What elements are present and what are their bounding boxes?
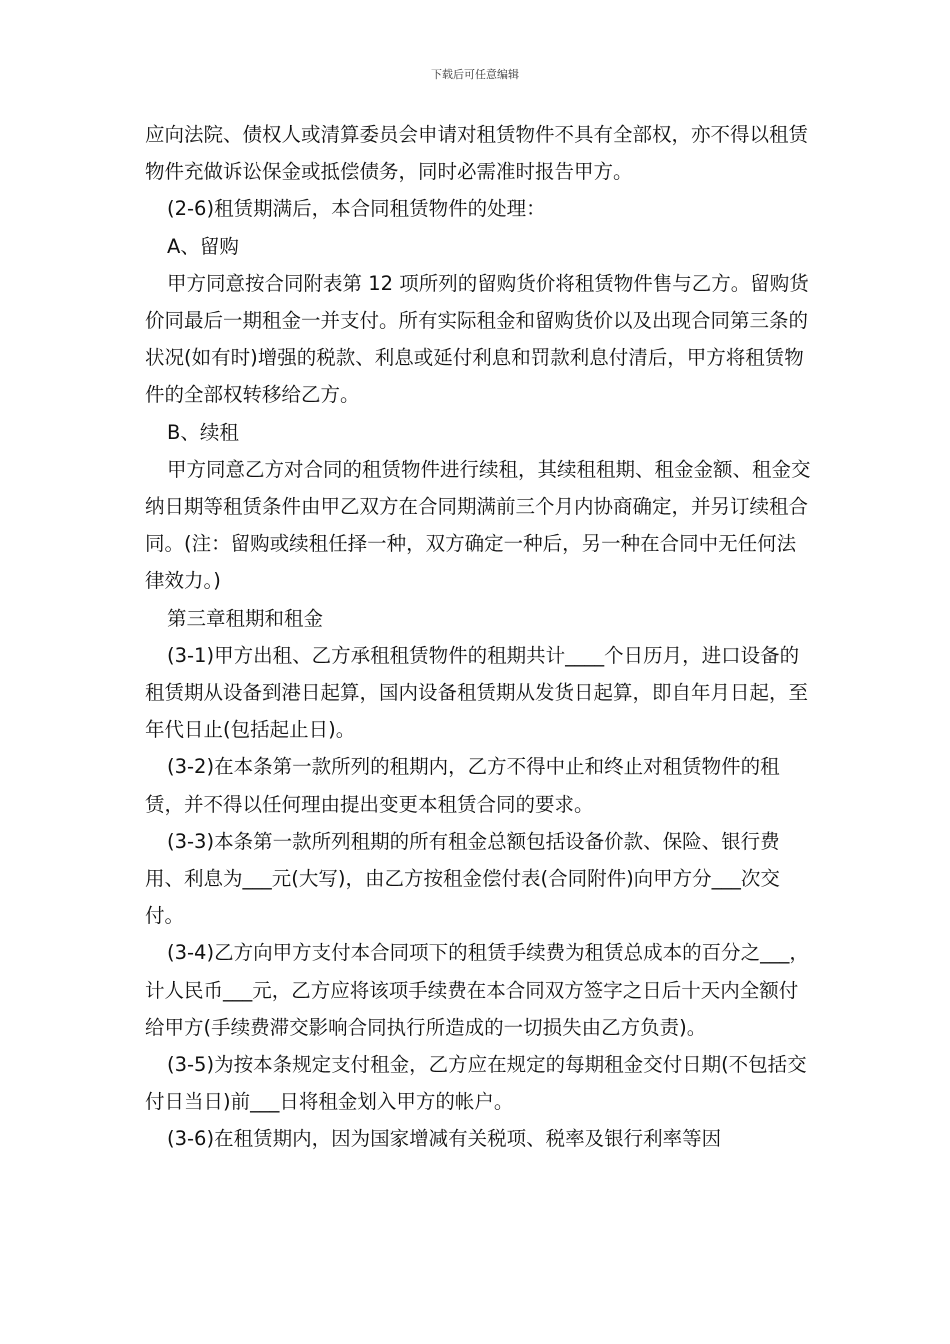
- clause-3-6: (3-6)在租赁期内，因为国家增减有关税项、税率及银行利率等因: [167, 1127, 722, 1151]
- option-a-body: 甲方同意按合同附表第 12 项所列的留购货价将租赁物件售与乙方。留购货价同最后一期租金一并支付。所有实际租金和留购货价以及出现合同第三条的状况(如有时)增强的税款、利息或延付利息和罚款利息付清后，甲方将租赁物件的全部权转移给乙方。: [145, 271, 809, 407]
- clause-3-3: (3-3)本条第一款所列租期的所有租金总额包括设备价款、保险、银行费用、利息为___元(大写)，由乙方按租金偿付表(合同附件)向甲方分___次交付。: [145, 829, 780, 928]
- chapter-3-heading: 第三章租期和租金: [167, 606, 324, 630]
- document-body: [145, 116, 815, 1158]
- clause-3-1: (3-1)甲方出租、乙方承租租赁物件的租期共计____个日历月，进口设备的租赁期从设备到港日起算，国内设备租赁期从发货日起算，即自年月日起，至年代日止(包括起止日)。: [145, 643, 809, 742]
- option-b-heading: B、续租: [167, 420, 239, 444]
- option-a-heading: A、留购: [167, 234, 239, 258]
- clause-3-2: (3-2)在本条第一款所列的租期内，乙方不得中止和终止对租赁物件的租赁，并不得以任何理由提出变更本租赁合同的要求。: [145, 755, 780, 816]
- clause-3-4: (3-4)乙方向甲方支付本合同项下的租赁手续费为租赁总成本的百分之___，计人民币___元，乙方应将该项手续费在本合同双方签字之日后十天内全额付给甲方(手续费滞交影响合同执行所造成的一切损失由乙方负责)。: [145, 941, 809, 1039]
- header-note: 下载后可任意编辑: [431, 68, 519, 81]
- paragraph-continuation: 应向法院、债权人或清算委员会申请对租赁物件不具有全部权，亦不得以租赁物件充做诉讼保金或抵偿债务，同时必需准时报告甲方。: [145, 123, 809, 184]
- clause-2-6: (2-6)租赁期满后，本合同租赁物件的处理：: [167, 197, 546, 221]
- clause-3-5: (3-5)为按本条规定支付租金，乙方应在规定的每期租金交付日期(不包括交付日当日)前___日将租金划入甲方的帐户。: [145, 1053, 807, 1114]
- option-b-body: 甲方同意乙方对合同的租赁物件进行续租，其续租租期、租金金额、租金交纳日期等租赁条件由甲乙双方在合同期满前三个月内协商确定，并另订续租合同。(注：留购或续租任择一种，双方确定一种后，另一种在合同中无任何法律效力。): [145, 457, 811, 593]
